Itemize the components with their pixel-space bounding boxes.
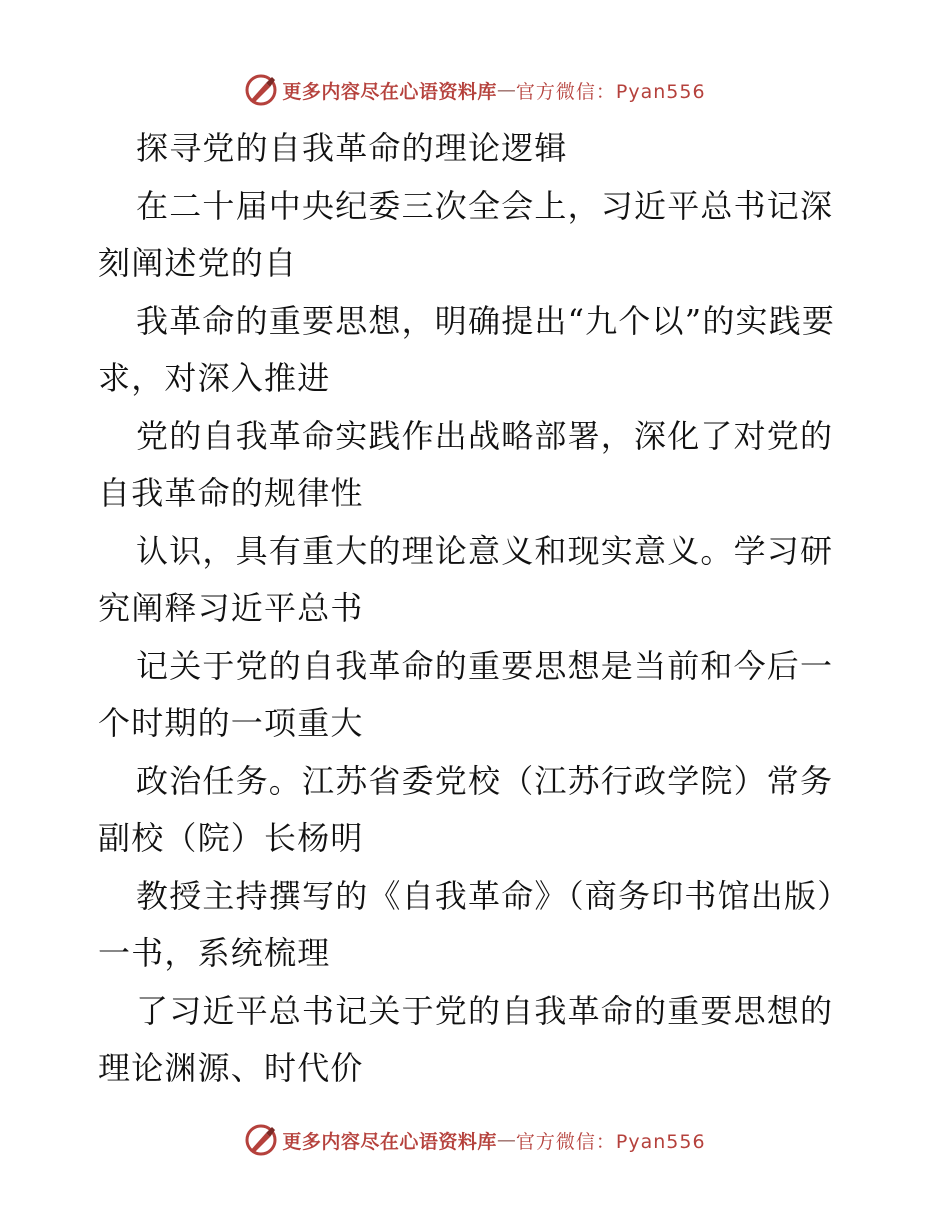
banner-separator: — (496, 1129, 516, 1151)
header-watermark-banner (0, 70, 950, 110)
paragraph: 了习近平总书记关于党的自我革命的重要思想的理论渊源、时代价 (98, 991, 834, 1087)
paragraph: 党的自我革命实践作出战略部署，深化了对党的自我革命的规律性 (98, 416, 834, 512)
wechat-contact-text: 官方微信：Pyan556 (515, 1130, 706, 1153)
footer-watermark-banner (0, 1120, 950, 1160)
document-body (98, 120, 858, 1098)
document-title: 探寻党的自我革命的理论逻辑 (136, 129, 568, 167)
paragraph: 认识，具有重大的理论意义和现实意义。学习研究阐释习近平总书 (98, 531, 834, 627)
site-name-text: 更多内容尽在心语资料库 (282, 80, 497, 103)
paragraph: 我革命的重要思想，明确提出“九个以”的实践要求，对深入推进 (98, 301, 836, 397)
banner-separator: — (496, 79, 516, 101)
site-name-text: 更多内容尽在心语资料库 (282, 1130, 497, 1153)
pen-logo-icon (244, 1123, 278, 1157)
wechat-contact-text: 官方微信：Pyan556 (515, 80, 706, 103)
paragraph: 在二十届中央纪委三次全会上，习近平总书记深刻阐述党的自 (98, 186, 834, 282)
paragraph: 记关于党的自我革命的重要思想是当前和今后一个时期的一项重大 (98, 646, 834, 742)
paragraph: 教授主持撰写的《自我革命》（商务印书馆出版）一书，系统梳理 (98, 876, 851, 972)
paragraph: 政治任务。江苏省委党校（江苏行政学院）常务副校（院）长杨明 (98, 761, 834, 857)
pen-logo-icon (244, 73, 278, 107)
